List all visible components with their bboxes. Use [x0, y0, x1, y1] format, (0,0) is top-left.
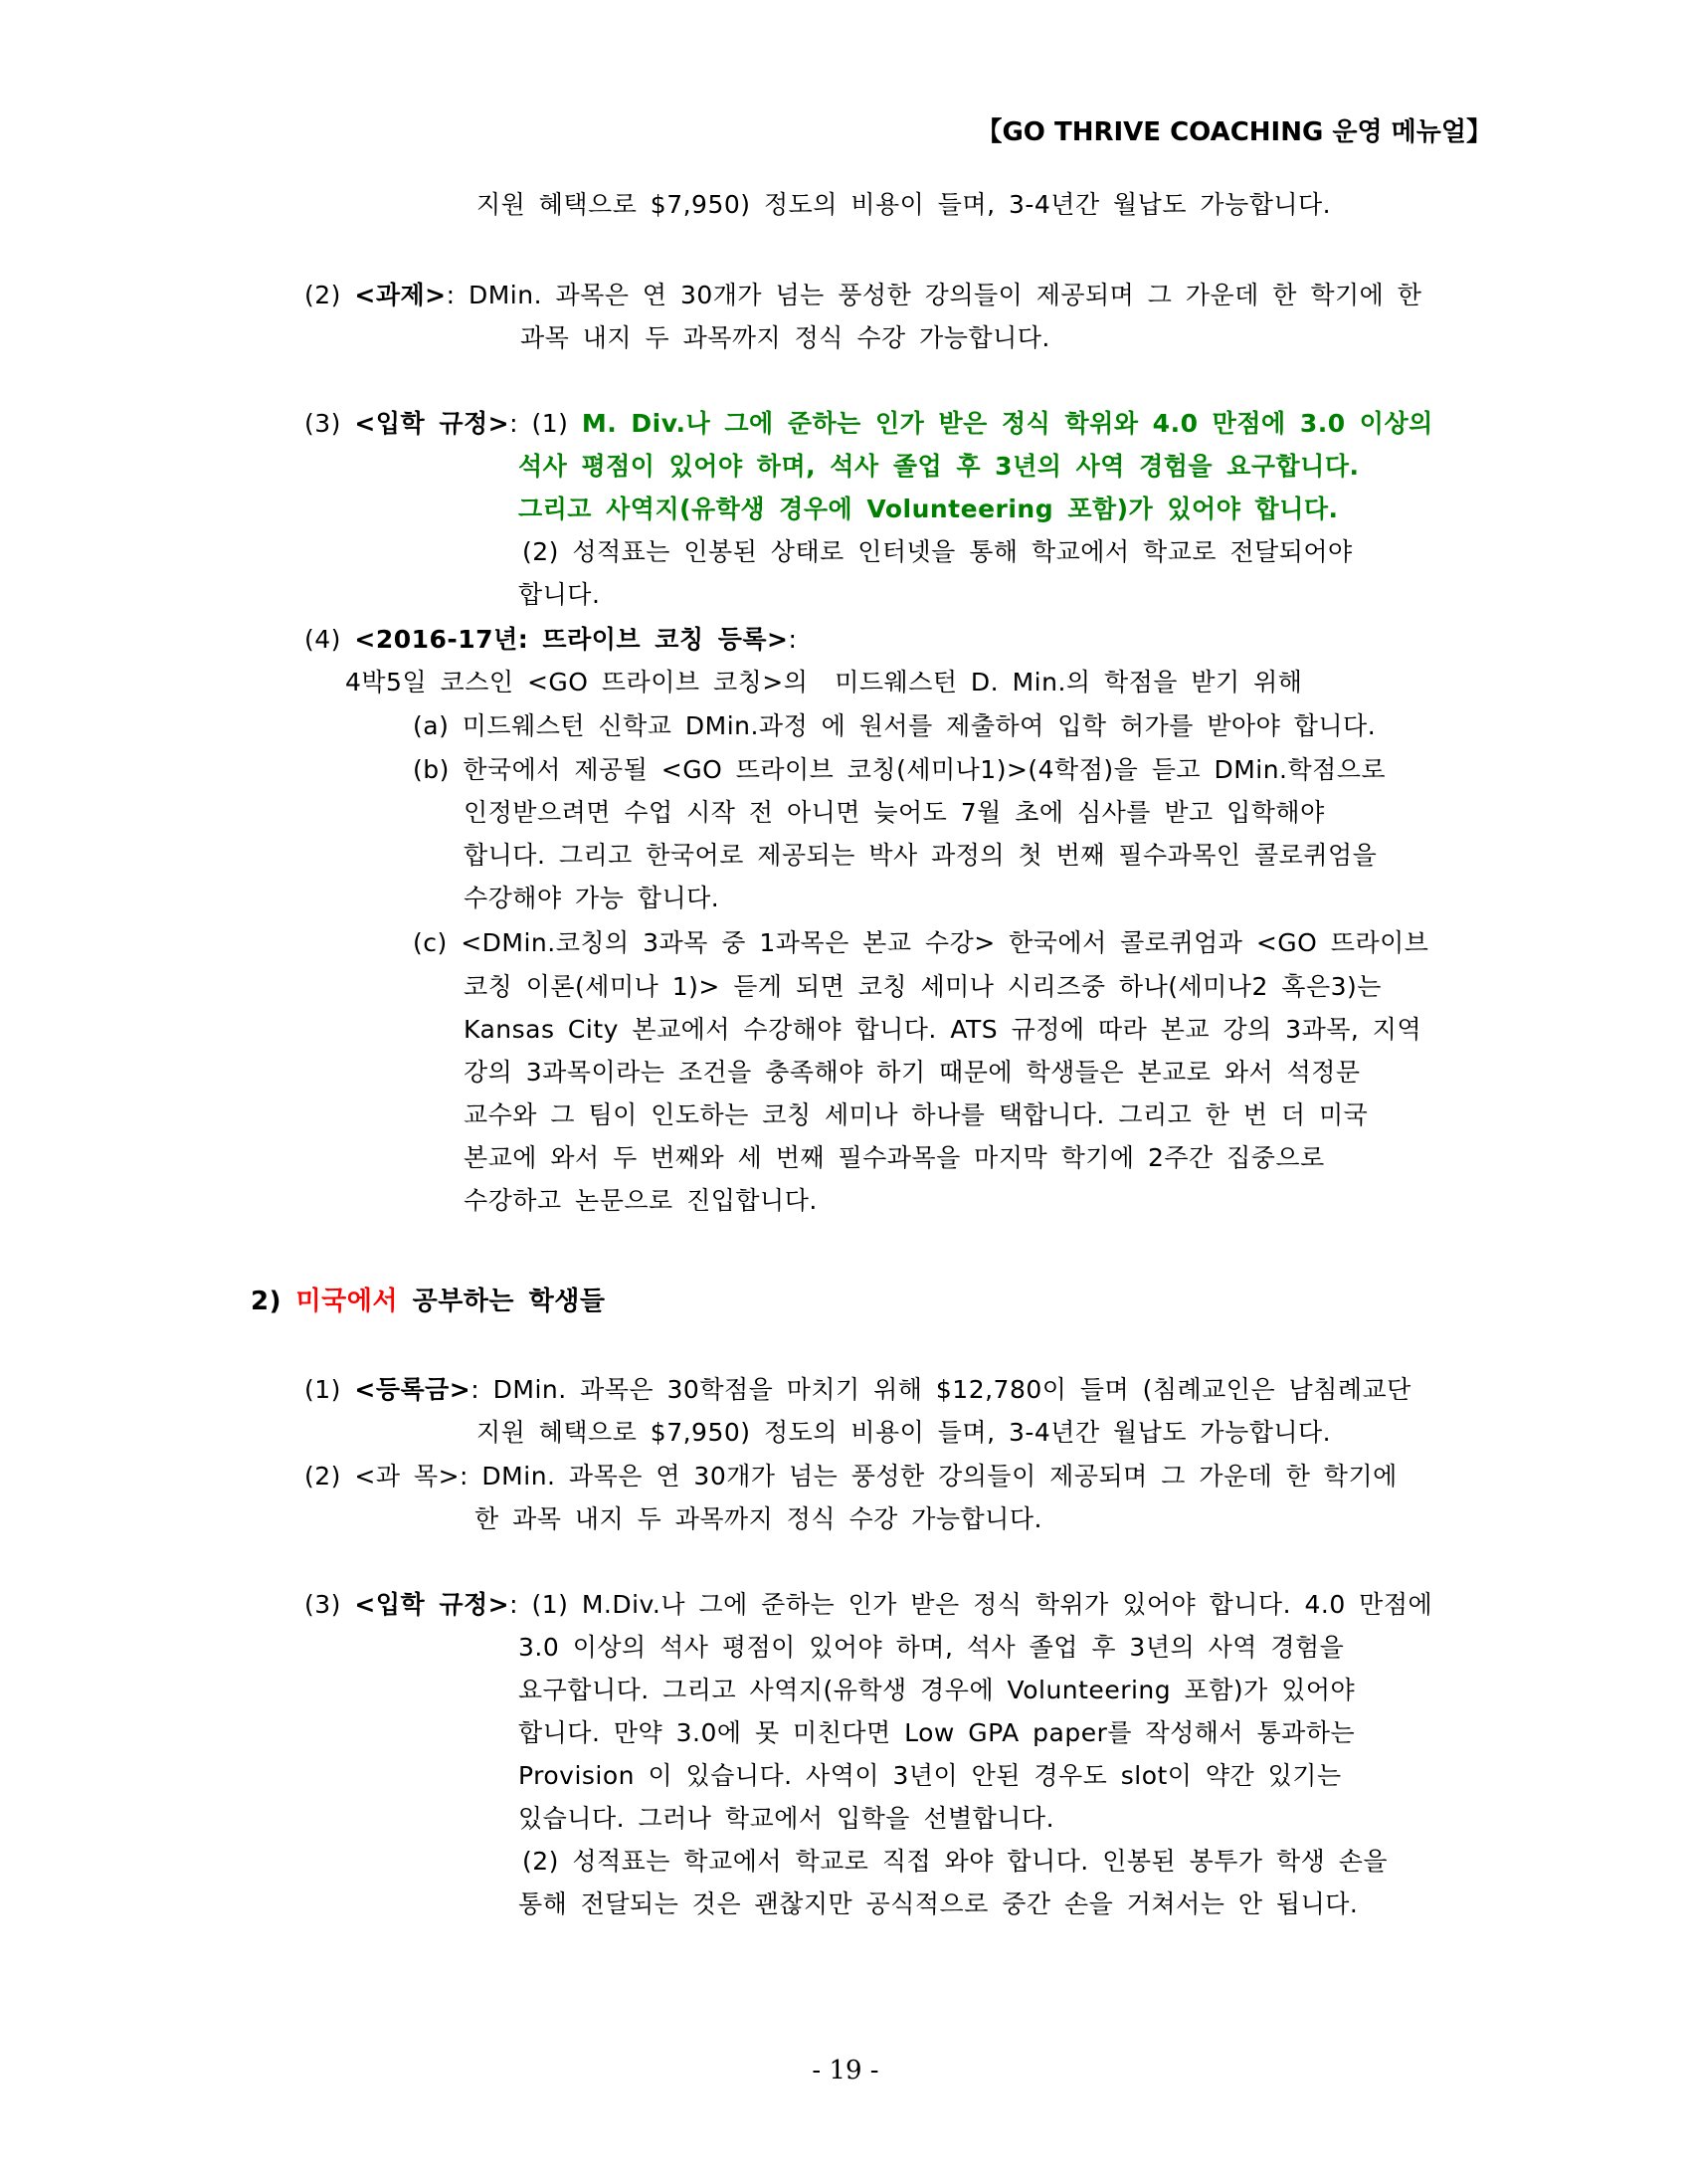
- subitem-c-line2: 코칭 이론(세미나 1)> 듣게 되면 코칭 세미나 시리즈중 하나(세미나2 혹은3)는: [464, 972, 1382, 1001]
- subitem-marker: (a): [413, 711, 450, 740]
- item-label: <입학 규정>: [354, 1590, 510, 1619]
- highlighted-requirement: 석사 평점이 있어야 하며, 석사 졸업 후 3년의 사역 경험을 요구합니다.: [518, 452, 1360, 481]
- subitem-text: 미드웨스턴 신학교 DMin.과정 에 원서를 제출하여 입학 허가를 받아야 합니다.: [462, 711, 1377, 740]
- item-separator: :: [460, 1462, 469, 1490]
- korea-item2-line1: [304, 280, 1421, 311]
- highlighted-requirement: 그리고 사역지(유학생 경우에 Volunteering 포함)가 있어야 합니다.: [518, 495, 1339, 523]
- section-heading-usa: [251, 1286, 605, 1317]
- section-number: 2): [251, 1287, 282, 1316]
- section-heading-text: 공부하는 학생들: [412, 1287, 606, 1316]
- subitem-text: 한국에서 제공될 <GO 뜨라이브 코칭(세미나1)>(4학점)을 듣고 DMin.학점으로: [463, 755, 1387, 784]
- section-heading-highlight: 미국에서: [295, 1287, 399, 1316]
- usa-item1-line2: 지원 혜택으로 $7,950) 정도의 비용이 들며, 3-4년간 월납도 가능합니다.: [476, 1418, 1332, 1447]
- usa-item3-line2: 3.0 이상의 석사 평점이 있어야 하며, 석사 졸업 후 3년의 사역 경험을: [518, 1633, 1345, 1662]
- usa-item3-line1: [304, 1589, 1432, 1621]
- item-label: <등록금>: [354, 1375, 471, 1404]
- item-separator: :: [470, 1375, 480, 1404]
- usa-item2-line2: 한 과목 내지 두 과목까지 정식 수강 가능합니다.: [474, 1504, 1042, 1533]
- korea-item4-intro: 4박5일 코스인 <GO 뜨라이브 코칭>의 미드웨스턴 D. Min.의 학점을 받기 위해: [345, 668, 1303, 696]
- subitem-b-line2: 인정받으려면 수업 시작 전 아니면 늦어도 7월 초에 심사를 받고 입학해야: [464, 798, 1325, 827]
- usa-item3-line5: Provision 이 있습니다. 사역이 3년이 안된 경우도 slot이 약간 있기는: [518, 1761, 1342, 1790]
- usa-item3-line6: 있습니다. 그러나 학교에서 입학을 선별합니다.: [518, 1804, 1055, 1833]
- usa-item2-line1: [304, 1461, 1398, 1492]
- subitem-c-line6: 본교에 와서 두 번째와 세 번째 필수과목을 마지막 학기에 2주간 집중으로: [464, 1143, 1325, 1172]
- item-text: DMin. 과목은 연 30개가 넘는 풍성한 강의들이 제공되며 그 가운데 한 학기에 한: [468, 281, 1422, 309]
- item-number: (2): [304, 281, 341, 309]
- item-text: DMin. 과목은 30학점을 마치기 위해 $12,780이 들며 (침례교인은 남침례교단: [492, 1375, 1411, 1404]
- item-separator: :: [446, 281, 456, 309]
- page-header-title: 【GO THRIVE COACHING 운영 메뉴얼】: [976, 117, 1492, 147]
- tuition-continuation-line: 지원 혜택으로 $7,950) 정도의 비용이 들며, 3-4년간 월납도 가능합니다.: [476, 190, 1332, 219]
- sub-number: (1): [531, 409, 569, 438]
- subitem-c-line7: 수강하고 논문으로 진입합니다.: [464, 1186, 818, 1215]
- subitem-marker: (c): [413, 928, 448, 957]
- usa-item1-line1: [304, 1374, 1411, 1406]
- item-text: (1) M.Div.나 그에 준하는 인가 받은 정식 학위가 있어야 합니다. 4.0 만점에: [531, 1590, 1433, 1619]
- subitem-c-line4: 강의 3과목이라는 조건을 충족해야 하기 때문에 학생들은 본교로 와서 석정문: [464, 1058, 1361, 1087]
- usa-item3-line3: 요구합니다. 그리고 사역지(유학생 경우에 Volunteering 포함)가 있어야: [518, 1676, 1356, 1704]
- item-label: <입학 규정>: [354, 409, 510, 438]
- subitem-marker: (b): [413, 755, 450, 784]
- item-separator: :: [509, 1590, 519, 1619]
- item-number: (4): [304, 625, 341, 654]
- item-separator: :: [509, 409, 519, 438]
- korea-item3-sub2-line1: (2) 성적표는 인봉된 상태로 인터넷을 통해 학교에서 학교로 전달되어야: [522, 537, 1353, 566]
- item-label: <과제>: [354, 281, 447, 309]
- korea-item4-title: [304, 624, 797, 656]
- item-number: (3): [304, 1590, 341, 1619]
- highlighted-requirement: M. Div.나 그에 준하는 인가 받은 정식 학위와 4.0 만점에 3.0 이상의: [581, 409, 1433, 438]
- item-text: DMin. 과목은 연 30개가 넘는 풍성한 강의들이 제공되며 그 가운데 한 학기에: [481, 1462, 1398, 1490]
- korea-item3-sub2-line2: 합니다.: [518, 580, 601, 609]
- subitem-b-line4: 수강해야 가능 합니다.: [464, 884, 720, 912]
- korea-item3-line1: [304, 408, 1433, 440]
- usa-item3-line4: 합니다. 만약 3.0에 못 미친다면 Low GPA paper를 작성해서 통과하는: [518, 1718, 1356, 1747]
- subitem-c-line3: Kansas City 본교에서 수강해야 합니다. ATS 규정에 따라 본교 강의 3과목, 지역: [464, 1015, 1422, 1044]
- item-number: (2): [304, 1462, 341, 1490]
- usa-item3-sub2-line2: 통해 전달되는 것은 괜찮지만 공식적으로 중간 손을 거쳐서는 안 됩니다.: [518, 1889, 1359, 1918]
- korea-item2-line2: 과목 내지 두 과목까지 정식 수강 가능합니다.: [520, 323, 1050, 352]
- subitem-c: [413, 927, 1428, 959]
- subitem-text: <DMin.코칭의 3과목 중 1과목은 본교 수강> 한국에서 콜로퀴엄과 <GO 뜨라이브: [461, 928, 1429, 957]
- subitem-b-line3: 합니다. 그리고 한국어로 제공되는 박사 과정의 첫 번째 필수과목인 콜로퀴엄을: [464, 841, 1378, 870]
- subitem-c-line5: 교수와 그 팀이 인도하는 코칭 세미나 하나를 택합니다. 그리고 한 번 더 미국: [464, 1100, 1369, 1129]
- subitem-a: [413, 710, 1376, 742]
- page-number: - 19 -: [812, 2056, 879, 2085]
- item-label: <과 목>: [354, 1462, 461, 1490]
- usa-item3-sub2-line1: (2) 성적표는 학교에서 학교로 직접 와야 합니다. 인봉된 봉투가 학생 손을: [522, 1847, 1389, 1876]
- item-separator: :: [788, 625, 798, 654]
- subitem-b: [413, 754, 1386, 786]
- item-label: <2016-17년: 뜨라이브 코칭 등록>: [354, 625, 789, 654]
- item-number: (1): [304, 1375, 341, 1404]
- item-number: (3): [304, 409, 341, 438]
